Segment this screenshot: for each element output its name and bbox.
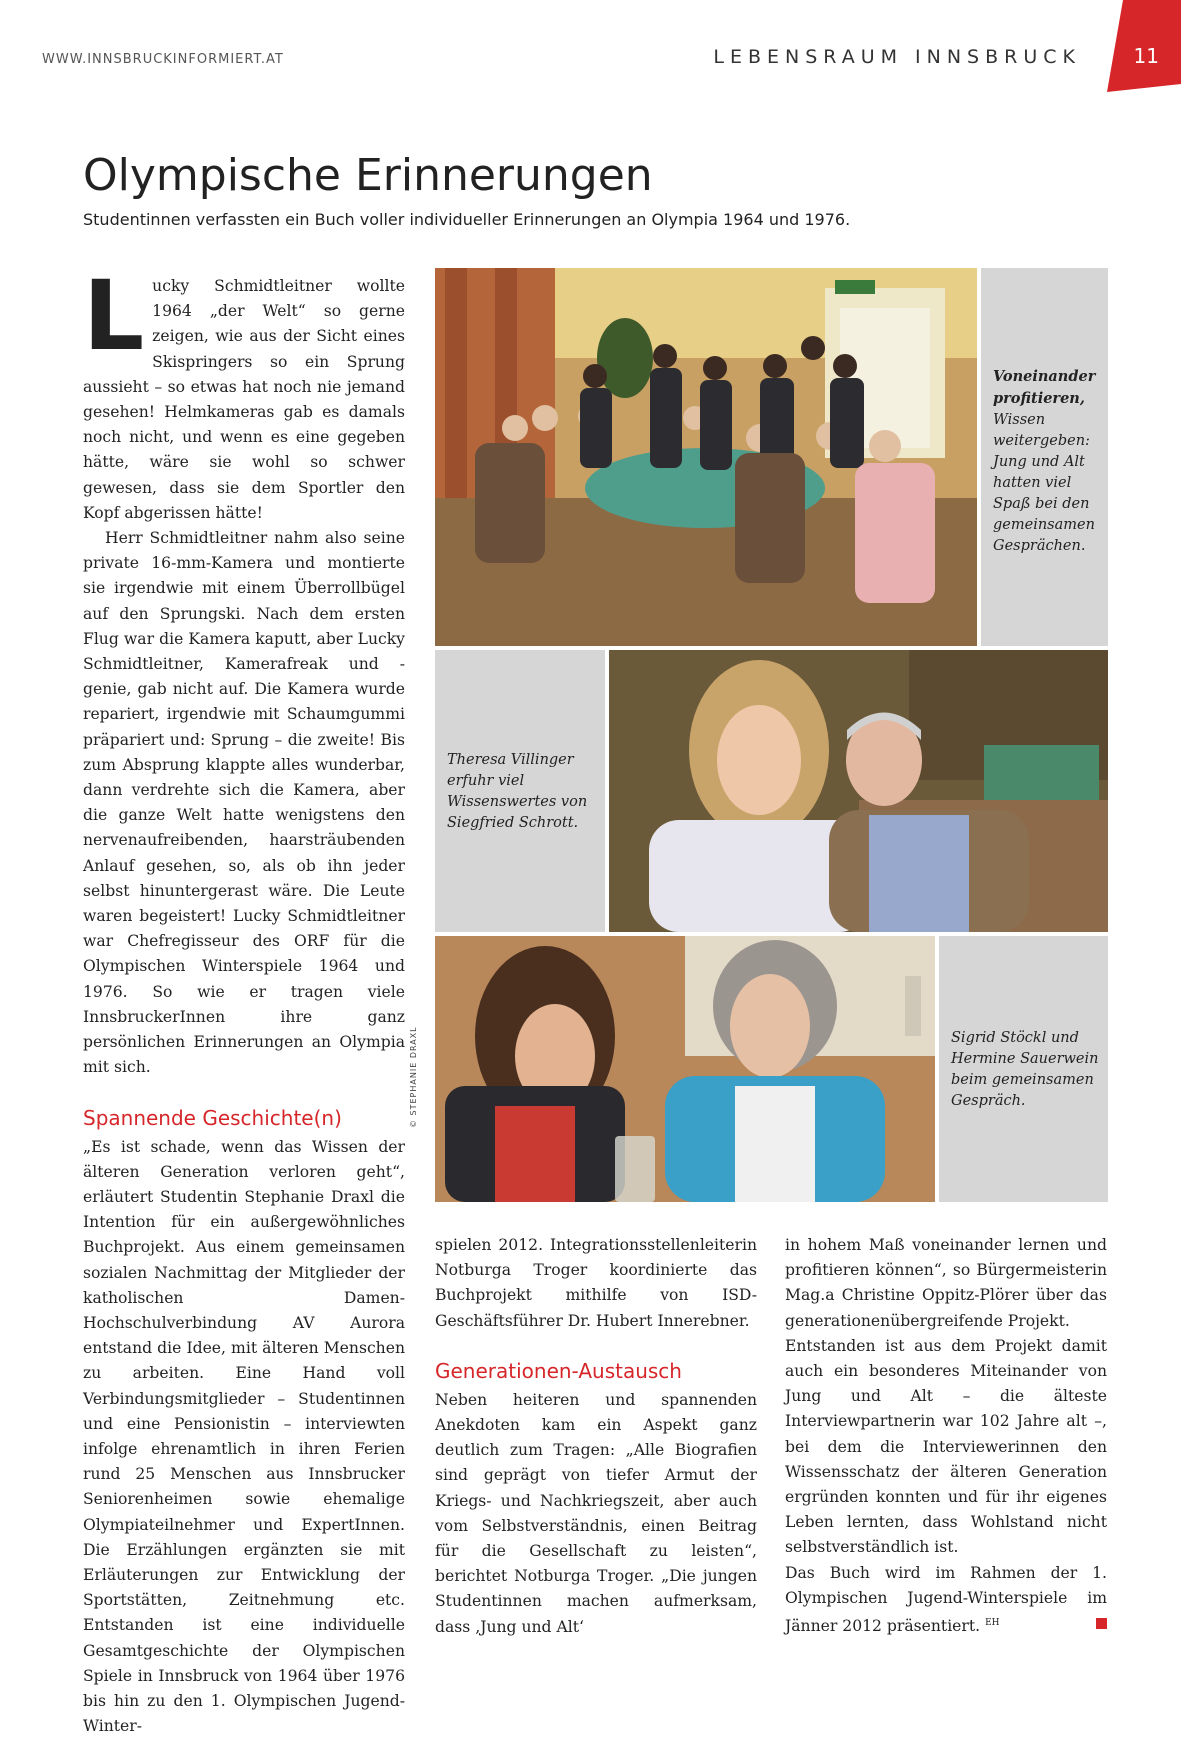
- paragraph-5: Neben heiteren und spannenden Anekdoten kam ein Aspekt ganz deutlich zum Tragen: „Alle Biografien sind geprägt von tiefer Armut der Kriegs- und Nachkriegszeit, aber auch vom Selbstverständnis, einen Beitrag für die Gesellschaft zu leisten“, berichtet Notburga Troger. „Die jungen Studentinnen machen aufmerksam, dass ‚Jung und Alt‘: [435, 1388, 757, 1640]
- text-column-2: [435, 1233, 757, 1640]
- paragraph-6: in hohem Maß voneinander lernen und profitieren können“, so Bürgermeisterin Mag.a Christine Oppitz-Plörer über das generationenübergreifende Projekt.: [785, 1233, 1107, 1334]
- caption-group-text: Wissen weitergeben: Jung und Alt hatten viel Spaß bei den gemeinsamen Gesprächen.: [993, 412, 1095, 554]
- caption-group-lead: Voneinander profitieren,: [993, 368, 1095, 407]
- end-mark: [1096, 1618, 1107, 1629]
- author-initials: EH: [985, 1618, 999, 1628]
- paragraph-1-text: ucky Schmidtleitner wollte 1964 „der Welt“ so gerne zeigen, wie aus der Sicht eines Skispringers so ein Sprung aussieht – so etwas hat noch nie jemand gesehen! Helmkameras gab es damals noch nicht, und wenn es eine gegeben hätte, wäre sie wohl so schwer gewesen, dass sie dem Sportler den Kopf abgerissen hätte!: [83, 277, 405, 522]
- text-column-1: [83, 274, 405, 1739]
- paragraph-8-text: Das Buch wird im Rahmen der 1. Olympischen Jugend-Winterspiele im Jänner 2012 präsentiert.: [785, 1564, 1107, 1636]
- paragraph-1: [83, 274, 405, 526]
- drop-cap: L: [83, 278, 144, 354]
- section-title: LEBENSRAUM INNSBRUCK: [713, 46, 1081, 68]
- paragraph-7: Entstanden ist aus dem Projekt damit auch ein besonderes Miteinander von Jung und Alt – die älteste Interviewpartnerin war 102 Jahre alt –, bei dem die Interviewerinnen den Wissensschatz der älteren Generation ergründen konnten und für ihr eigenes Leben lernten, dass Wohlstand nicht selbstverständlich ist.: [785, 1334, 1107, 1561]
- page-number: 11: [1134, 44, 1159, 68]
- paragraph-3: „Es ist schade, wenn das Wissen der älteren Generation verloren geht“, erläutert Studentin Stephanie Draxl die Intention für ein außergewöhnliches Buchprojekt. Aus einem gemeinsamen sozialen Nachmittag der Mitglieder der katholischen Damen-Hochschulverbindung AV Aurora entstand die Idee, mit älteren Menschen zu arbeiten. Eine Hand voll Verbindungsmitglieder – Studentinnen und eine Pensionistin – interviewten infolge ehrenamtlich in ihren Ferien rund 25 Menschen aus Innsbrucker Seniorenheimen sowie ehemalige Olympiateilnehmer und ExpertInnen. Die Erzählungen ergänzten sie mit Erläuterungen zur Entwicklung der Sportstätten, Zeitnehmung etc. Entstanden ist eine individuelle Gesamtgeschichte der Olympischen Spiele in Innsbruck von 1964 über 1976 bis hin zu den 1. Olympischen Jugend-Winter-: [83, 1135, 405, 1739]
- caption-sigrid: Sigrid Stöckl und Hermine Sauerwein beim gemeinsamen Gespräch.: [951, 1028, 1101, 1112]
- photo-credit: © STEPHANIE DRAXL: [409, 1026, 418, 1128]
- article-subtitle: Studentinnen verfassten ein Buch voller individueller Erinnerungen an Olympia 1964 und 1976.: [83, 210, 850, 229]
- photo-sigrid-hermine: [435, 936, 935, 1202]
- paragraph-4: spielen 2012. Integrationsstellenleiterin Notburga Troger koordinierte das Buchprojekt mithilfe von ISD-Geschäftsführer Dr. Hubert Innerebner.: [435, 1233, 757, 1334]
- paragraph-2: Herr Schmidtleitner nahm also seine private 16-mm-Kamera und montierte sie irgendwie mit einem Überrollbügel auf den Sprungski. Nach dem ersten Flug war die Kamera kaputt, aber Lucky Schmidtleitner, Kamerafreak und -genie, gab nicht auf. Die Kamera wurde repariert, irgendwie mit Schaumgummi präpariert und: Sprung – die zweite! Bis zum Absprung klappte alles wunderbar, dann verdrehte sich die Kamera, aber die ganze Welt hatte wenigstens den nervenaufreibenden, haarsträubenden Anlauf gesehen, so, als ob ihn jeder selbst hinuntergerast wäre. Die Leute waren begeistert! Lucky Schmidtleitner war Chefregisseur des ORF für die Olympischen Winterspiele 1964 und 1976. So wie er tragen viele InnsbruckerInnen ihre ganz persönlichen Erinnerungen an Olympia mit sich.: [83, 526, 405, 1080]
- text-column-3: [785, 1233, 1107, 1639]
- article-title: Olympische Erinnerungen: [83, 150, 653, 201]
- caption-theresa: Theresa Villinger erfuhr viel Wissenswertes von Siegfried Schrott.: [447, 750, 597, 834]
- subheading-generationen-austausch: Generationen-Austausch: [435, 1358, 757, 1384]
- subheading-spannende-geschichten: Spannende Geschichte(n): [83, 1105, 405, 1131]
- photo-theresa-siegfried: [609, 650, 1108, 932]
- photo-group: [435, 268, 977, 646]
- caption-group: [993, 366, 1101, 557]
- paragraph-8: [785, 1561, 1107, 1640]
- website-url: WWW.INNSBRUCKINFORMIERT.AT: [42, 52, 284, 67]
